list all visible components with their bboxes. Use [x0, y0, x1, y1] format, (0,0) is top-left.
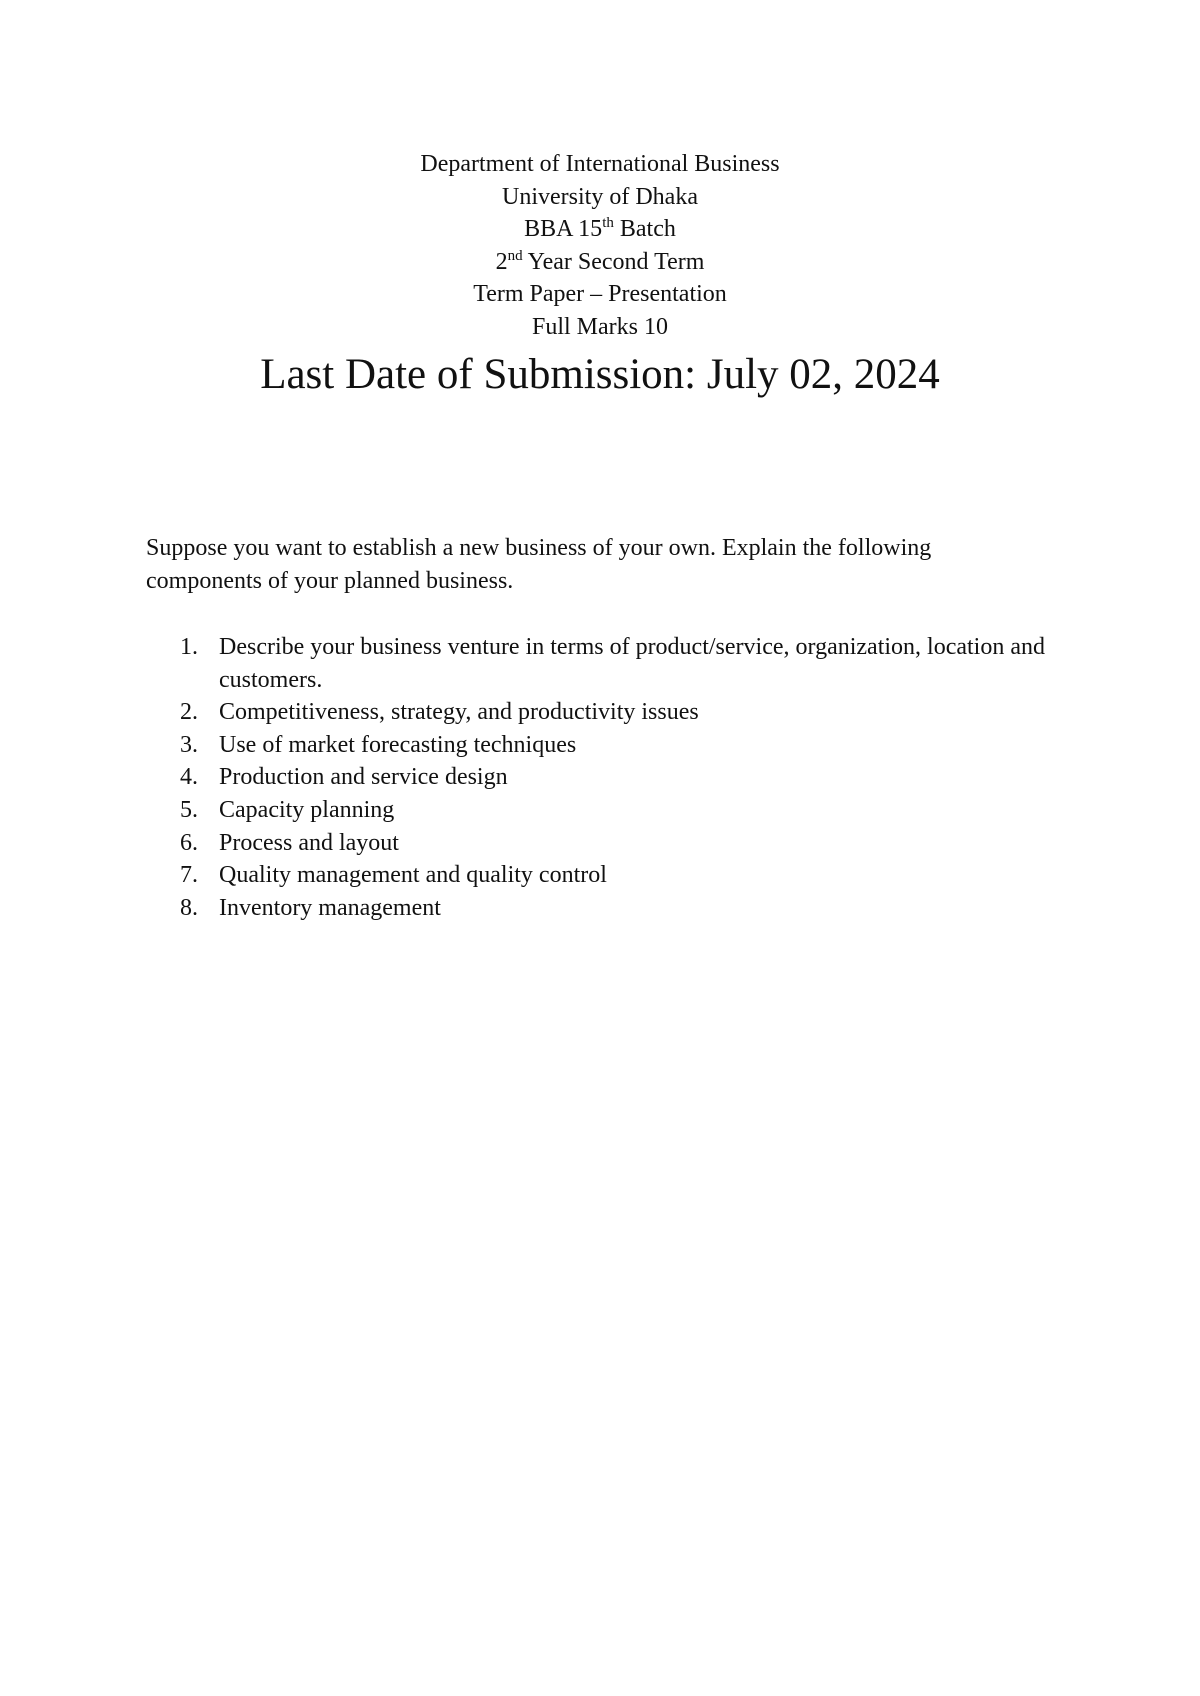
batch-ordinal: th — [602, 215, 614, 232]
department-name: Department of International Business — [420, 151, 780, 177]
list-item-number: 7. — [180, 862, 198, 889]
year-ordinal: nd — [507, 247, 523, 264]
list-item — [146, 827, 1086, 860]
list-item — [146, 729, 1086, 762]
list-item-text: Capacity planning — [219, 796, 395, 823]
list-item-text: Competitiveness, strategy, and productivity issues — [219, 699, 699, 726]
submission-deadline: Last Date of Submission: July 02, 2024 — [260, 350, 940, 398]
list-item-text: Use of market forecasting techniques — [219, 731, 577, 758]
list-item — [146, 859, 1086, 892]
list-item-number: 1. — [180, 634, 198, 660]
list-item — [146, 794, 1086, 827]
list-item-text: Describe your business venture in terms of product/service, organization, location and customers. — [219, 634, 1045, 693]
list-item-text: Process and layout — [219, 829, 399, 856]
list-item-number: 4. — [180, 764, 198, 791]
year-prefix: 2 — [495, 248, 508, 275]
full-marks: Full Marks 10 — [531, 313, 668, 340]
paper-type: Term Paper – Presentation — [473, 281, 727, 308]
task-list — [146, 631, 1086, 924]
batch-prefix: BBA 15 — [524, 216, 603, 243]
list-item — [146, 892, 1086, 925]
list-item — [146, 696, 1086, 729]
year-suffix: Year Second Term — [522, 248, 705, 275]
list-item-number: 6. — [180, 829, 198, 856]
list-item — [146, 631, 1086, 696]
list-item — [146, 761, 1086, 794]
list-item-number: 2. — [180, 699, 198, 726]
list-item-text: Inventory management — [219, 894, 441, 921]
instructions-paragraph: Suppose you want to establish a new business of your own. Explain the following components of your planned business. — [146, 535, 932, 594]
university-name: University of Dhaka — [502, 183, 698, 210]
list-item-number: 8. — [180, 894, 198, 921]
batch-line — [0, 213, 1200, 246]
list-item-text: Production and service design — [219, 764, 508, 791]
list-item-text: Quality management and quality control — [219, 862, 607, 889]
batch-suffix: Batch — [613, 216, 676, 243]
list-item-number: 3. — [180, 731, 198, 758]
year-line — [0, 246, 1200, 279]
document-header — [0, 148, 1200, 402]
list-item-number: 5. — [180, 796, 198, 823]
